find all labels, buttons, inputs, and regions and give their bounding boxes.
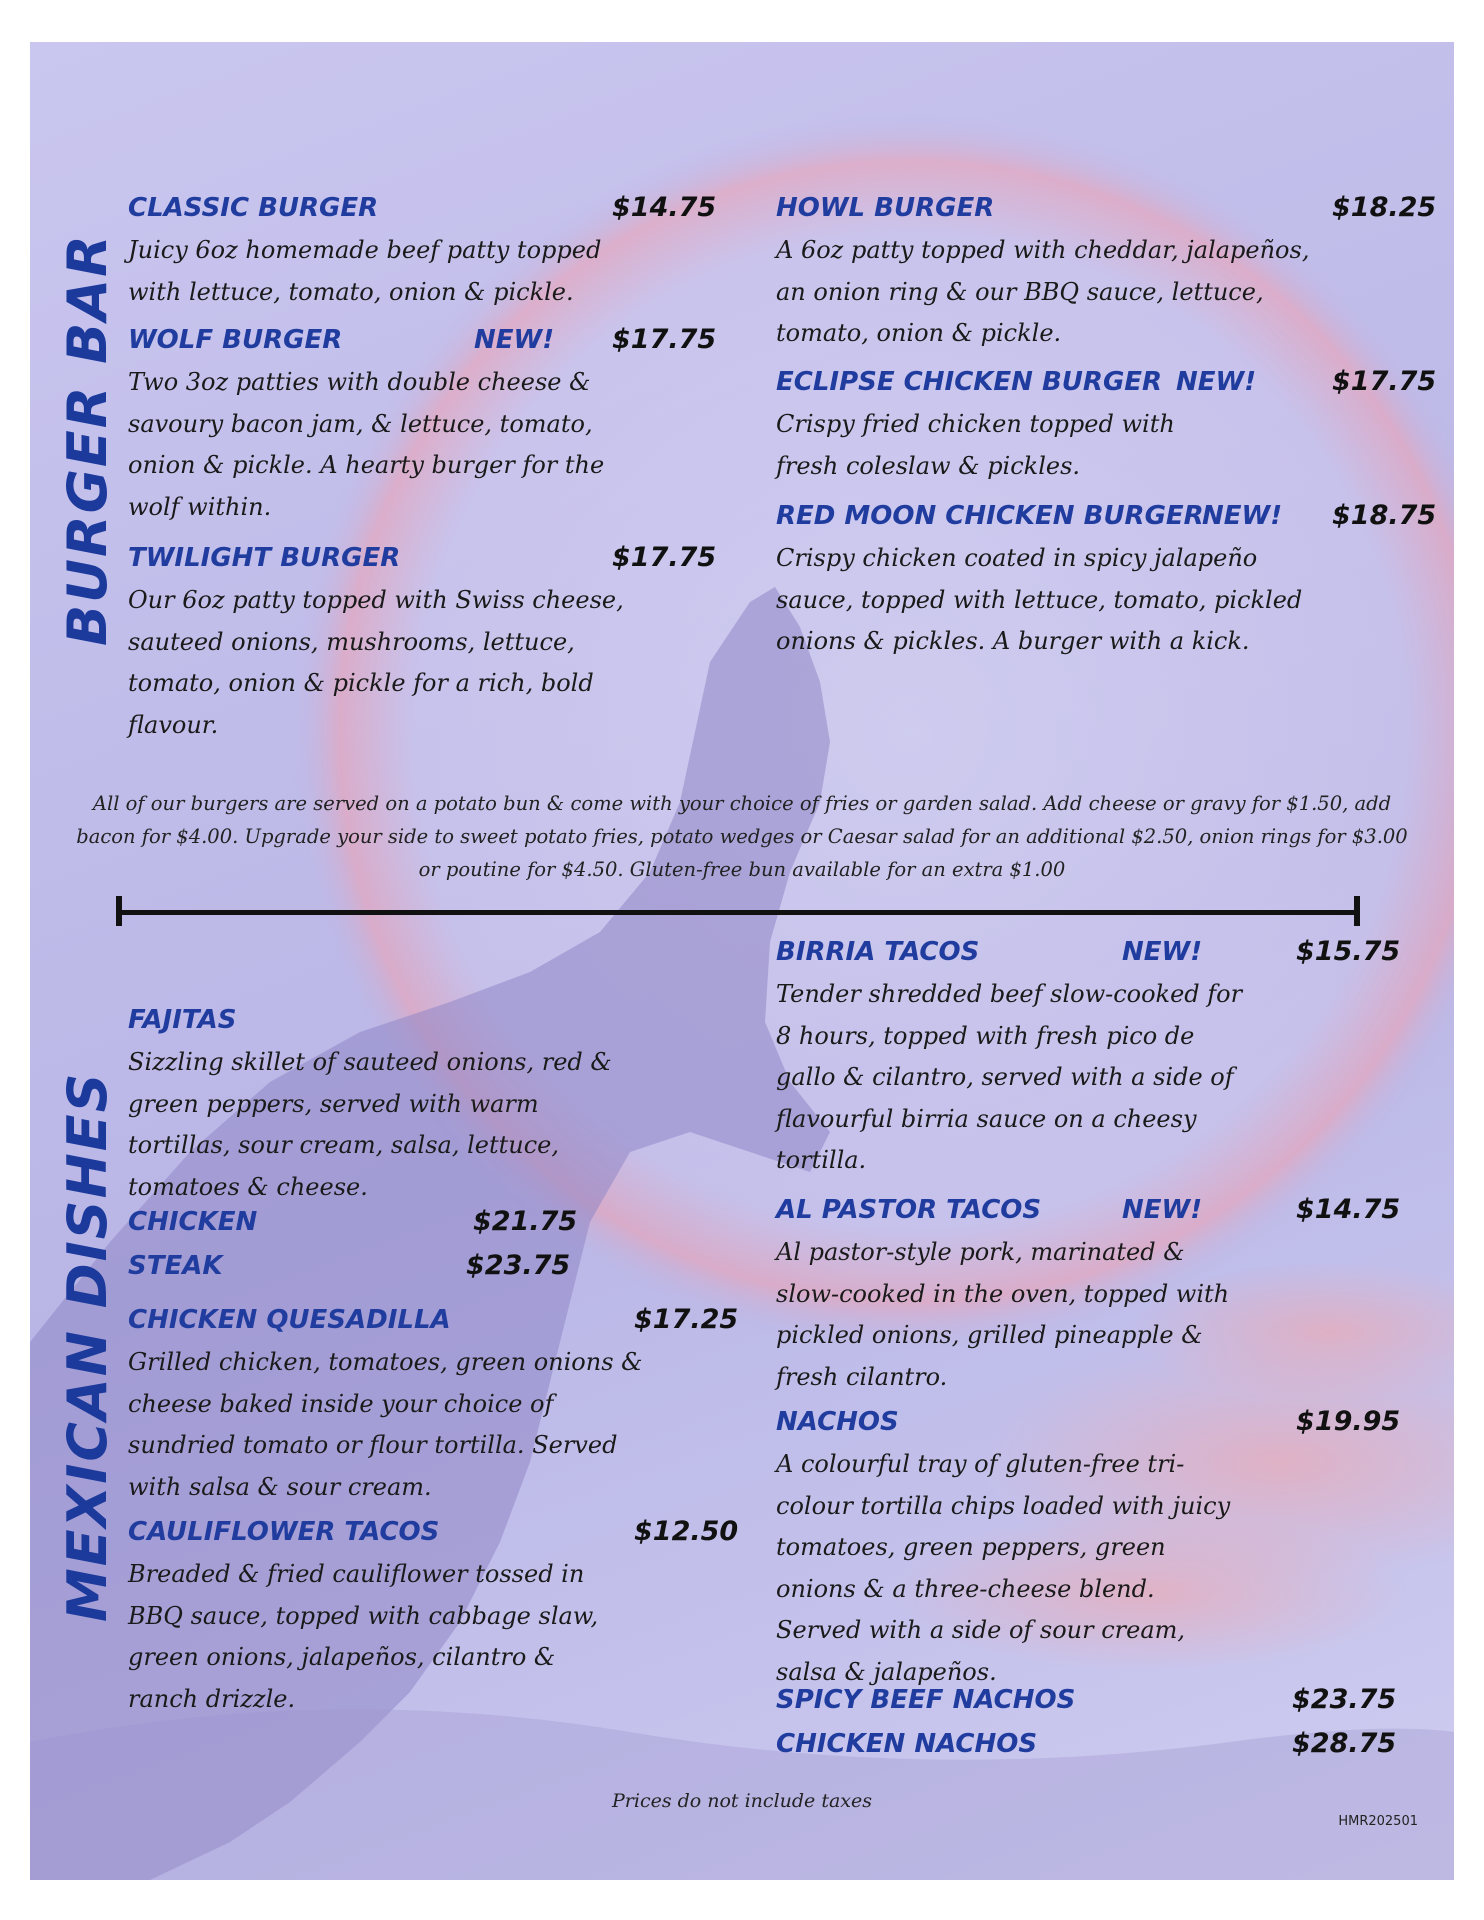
menu-item-al-pastor-tacos xyxy=(776,1192,1426,1398)
item-price: $12.50 xyxy=(634,1516,739,1547)
item-name: RED MOON CHICKEN BURGER xyxy=(776,501,1204,531)
item-name: WOLF BURGER xyxy=(128,325,343,355)
section-divider-cap-right xyxy=(1354,896,1360,926)
section-title-burger-bar: BURGER BAR xyxy=(56,233,119,646)
item-price: $21.75 xyxy=(473,1206,578,1237)
new-badge: NEW! xyxy=(1122,937,1203,967)
item-price: $17.75 xyxy=(1332,366,1437,397)
menu-item-birria-tacos xyxy=(776,934,1426,1182)
item-description: Sizzling skillet of sauteed onions, red & green peppers, served with warm tortillas, sour cream, salsa, lettuce, tomatoes & cheese. xyxy=(128,1048,612,1201)
menu-item-chicken-quesadilla xyxy=(128,1302,768,1508)
item-description: Crispy chicken coated in spicy jalapeño sauce, topped with lettuce, tomato, pickled onions & pickles. A burger with a kick. xyxy=(776,544,1303,655)
section-title-mexican-dishes: MEXICAN DISHES xyxy=(56,1071,119,1622)
item-price: $17.75 xyxy=(612,542,717,573)
item-description: Breaded & fried cauliflower tossed in BBQ sauce, topped with cabbage slaw, green onions, jalapeños, cilantro & ranch drizzle. xyxy=(128,1560,599,1713)
item-name: NACHOS xyxy=(776,1407,899,1437)
item-name: AL PASTOR TACOS xyxy=(776,1195,1042,1225)
menu-item-twilight-burger xyxy=(128,540,728,746)
item-price: $18.75 xyxy=(1332,500,1437,531)
item-description: A colourful tray of gluten-free tri-colour tortilla chips loaded with juicy tomatoes, green peppers, green onions & a three-cheese blend. Served with a side of sour cream, salsa & jalapeños. xyxy=(776,1450,1231,1686)
item-description: Al pastor-style pork, marinated & slow-cooked in the oven, topped with pickled onions, grilled pineapple & fresh cilantro. xyxy=(776,1238,1230,1391)
item-price: $28.75 xyxy=(1292,1728,1397,1759)
item-price: $17.75 xyxy=(612,324,717,355)
item-name: TWILIGHT BURGER xyxy=(128,543,401,573)
menu-item-spicy-beef-nachos xyxy=(776,1682,1426,1718)
menu-item-howl-burger xyxy=(776,190,1437,355)
item-name: CHICKEN NACHOS xyxy=(776,1729,1038,1759)
item-price: $23.75 xyxy=(1292,1684,1397,1715)
item-price: $19.95 xyxy=(1296,1406,1401,1437)
menu-item-wolf-burger xyxy=(128,322,728,528)
item-price: $17.25 xyxy=(634,1304,739,1335)
section-divider-cap-left xyxy=(116,896,122,926)
item-name: FAJITAS xyxy=(128,1005,237,1035)
item-description: Tender shredded beef slow-cooked for 8 hours, topped with fresh pico de gallo & cilantro, served with a side of flavourful birria sauce on a cheesy tortilla. xyxy=(776,980,1243,1174)
menu-item-red-moon-chicken-burger xyxy=(776,498,1437,663)
item-description: Crispy fried chicken topped with fresh coleslaw & pickles. xyxy=(776,410,1175,480)
menu-item-fajitas-steak xyxy=(128,1248,728,1284)
new-badge: NEW! xyxy=(1122,1195,1203,1225)
item-name: CHICKEN xyxy=(128,1207,258,1237)
item-name: CHICKEN QUESADILLA xyxy=(128,1305,451,1335)
menu-item-cauliflower-tacos xyxy=(128,1514,768,1720)
menu-code: HMR202501 xyxy=(1338,1814,1418,1829)
item-price: $14.75 xyxy=(612,192,717,223)
menu-item-fajitas xyxy=(128,1002,728,1208)
menu-page xyxy=(30,42,1454,1880)
item-name: BIRRIA TACOS xyxy=(776,937,980,967)
item-description: Our 6oz patty topped with Swiss cheese, sauteed onions, mushrooms, lettuce, tomato, onion & pickle for a rich, bold flavour. xyxy=(128,586,624,739)
menu-item-classic-burger xyxy=(128,190,728,313)
item-description: Juicy 6oz homemade beef patty topped with lettuce, tomato, onion & pickle. xyxy=(128,236,602,306)
burger-note: All of our burgers are served on a potato bun & come with your choice of fries or garden salad. Add cheese or gravy for $1.50, add bacon for $4.00. Upgrade your side to sweet potato fries, potato wedges or Caesar salad for an additional $2.50, onion rings for $3.00 or poutine for $4.50. Gluten-free bun available for an extra $1.00 xyxy=(76,792,1408,881)
new-badge: NEW! xyxy=(474,325,555,355)
menu-item-fajitas-chicken xyxy=(128,1204,728,1240)
item-description: A 6oz patty topped with cheddar, jalapeños, an onion ring & our BBQ sauce, lettuce, tomato, onion & pickle. xyxy=(776,236,1310,347)
item-name: SPICY BEEF NACHOS xyxy=(776,1685,1076,1715)
menu-item-chicken-nachos xyxy=(776,1726,1426,1762)
item-price: $18.25 xyxy=(1332,192,1437,223)
new-badge: NEW! xyxy=(1176,367,1257,397)
item-name: CAULIFLOWER TACOS xyxy=(128,1517,440,1547)
new-badge: NEW! xyxy=(1202,501,1283,531)
item-price: $14.75 xyxy=(1296,1194,1401,1225)
item-name: STEAK xyxy=(128,1251,223,1281)
item-description: Grilled chicken, tomatoes, green onions & cheese baked inside your choice of sundried tomato or flour tortilla. Served with salsa & sour cream. xyxy=(128,1348,643,1501)
item-description: Two 3oz patties with double cheese & savoury bacon jam, & lettuce, tomato, onion & pickle. A hearty burger for the wolf within. xyxy=(128,368,605,521)
menu-item-nachos xyxy=(776,1404,1426,1693)
item-name: ECLIPSE CHICKEN BURGER xyxy=(776,367,1163,397)
menu-item-eclipse-chicken-burger xyxy=(776,364,1437,487)
section-divider xyxy=(118,910,1358,915)
item-price: $15.75 xyxy=(1296,936,1401,967)
item-name: CLASSIC BURGER xyxy=(128,193,379,223)
item-name: HOWL BURGER xyxy=(776,193,995,223)
item-price: $23.75 xyxy=(466,1250,571,1281)
tax-note: Prices do not include taxes xyxy=(612,1790,872,1812)
